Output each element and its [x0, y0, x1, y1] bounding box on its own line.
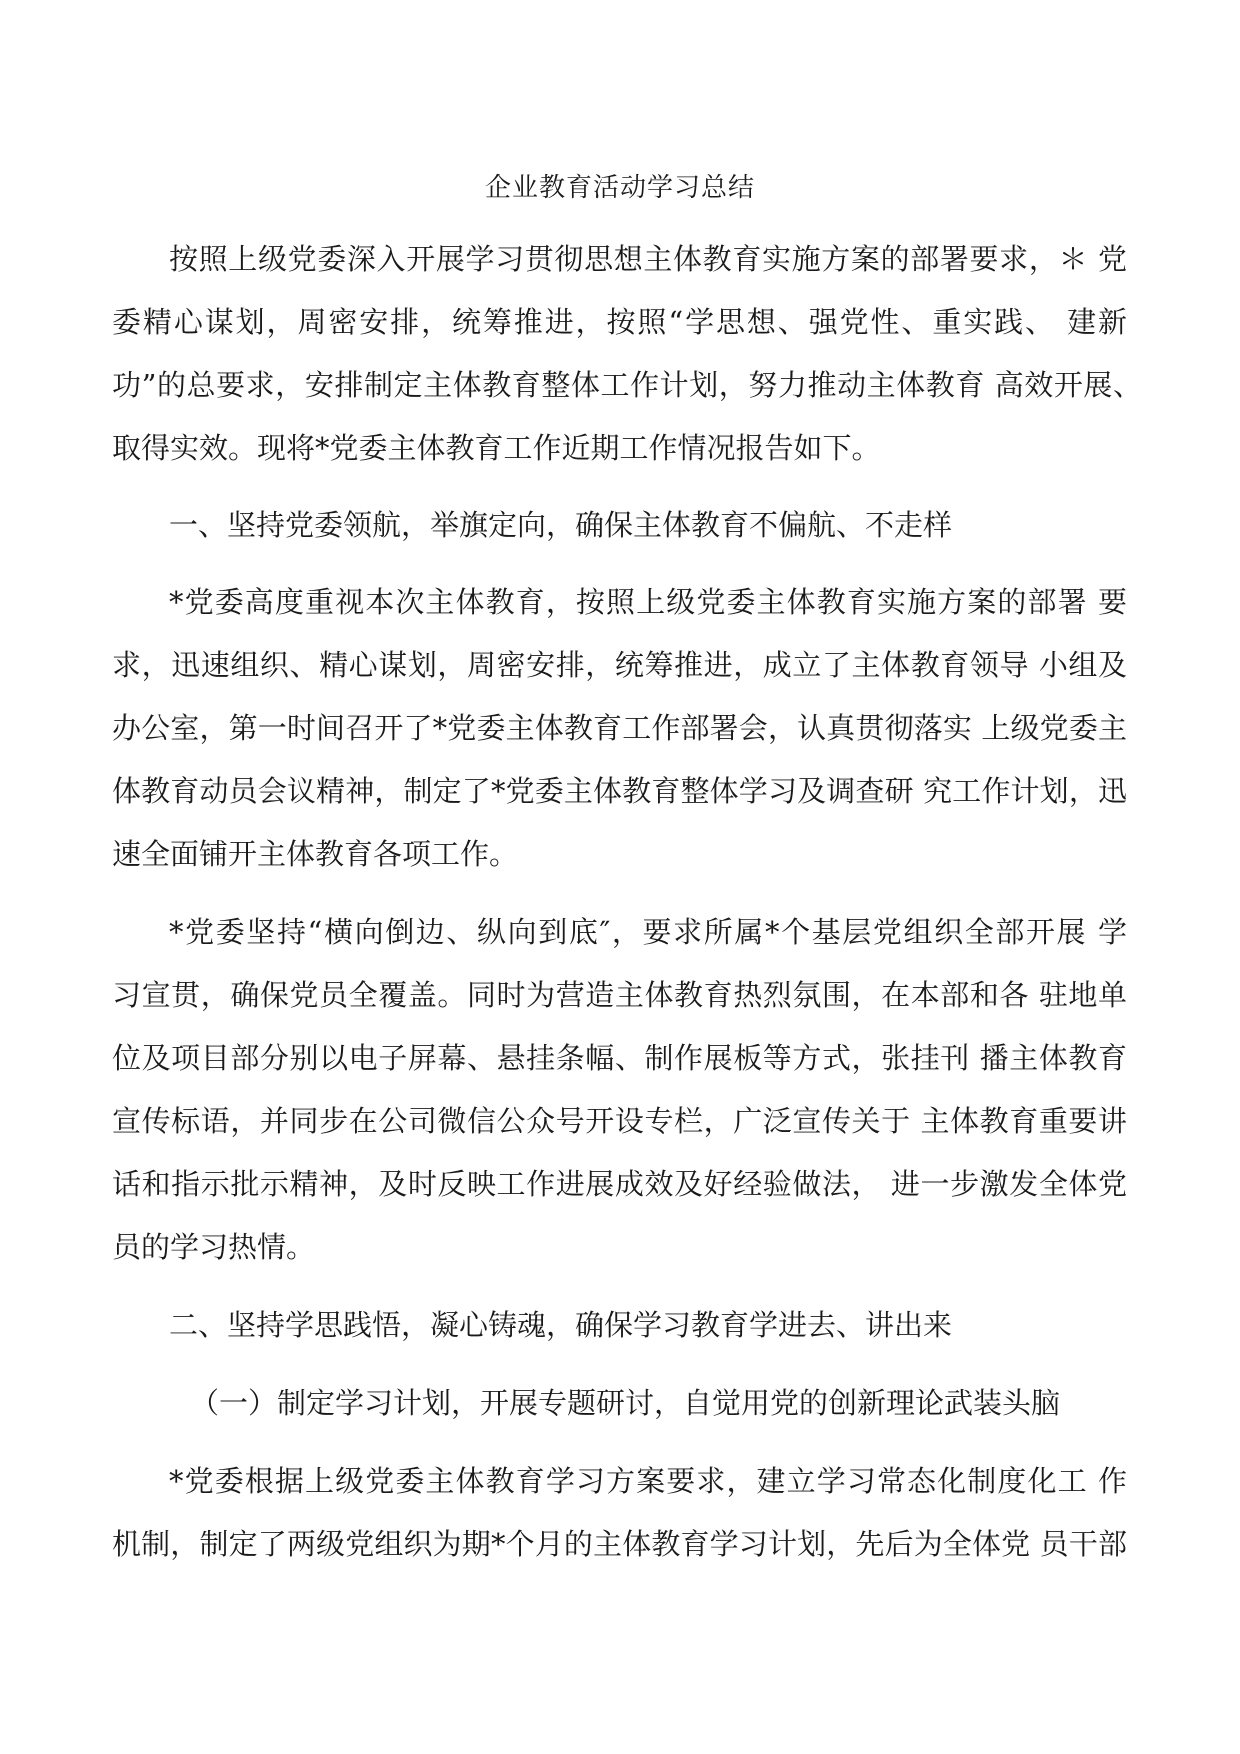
line-text: 办公室，第一时间召开了*党委主体教育工作部署会，认真贯彻落实 上级党委主 — [112, 711, 1127, 745]
heading-text: （一）制定学习计划，开展专题研讨，自觉用党的创新理论武装头脑 — [190, 1386, 1061, 1420]
line-text: 速全面铺开主体教育各项工作。 — [112, 837, 519, 871]
line-text: 习宣贯，确保党员全覆盖。同时为营造主体教育热烈氛围，在本部和各 驻地单 — [112, 978, 1127, 1012]
line-text: 求，迅速组织、精心谋划，周密安排，统筹推进，成立了主体教育领导 小组及 — [112, 648, 1127, 682]
heading-text: 二、坚持学思践悟，凝心铸魂，确保学习教育学进去、讲出来 — [169, 1308, 953, 1342]
line-text: 位及项目部分别以电子屏幕、悬挂条幅、制作展板等方式，张挂刊 播主体教育 — [112, 1041, 1127, 1075]
line-text: 取得实效。现将*党委主体教育工作近期工作情况报告如下。 — [112, 431, 881, 465]
line-text: *党委坚持“横向倒边、纵向到底″，要求所属*个基层党组织全部开展 学 — [169, 915, 1127, 949]
line-text: 体教育动员会议精神，制定了*党委主体教育整体学习及调查研 究工作计划，迅 — [112, 774, 1127, 808]
line-text: *党委根据上级党委主体教育学习方案要求，建立学习常态化制度化工 作 — [169, 1464, 1127, 1498]
line-text: 功”的总要求，安排制定主体教育整体工作计划，努力推动主体教育 高效开展、 — [112, 368, 1142, 402]
document-title: 企业教育活动学习总结 — [484, 173, 755, 203]
line-text: *党委高度重视本次主体教育，按照上级党委主体教育实施方案的部署 要 — [169, 585, 1127, 619]
heading-text: 一、坚持党委领航，举旗定向，确保主体教育不偏航、不走样 — [169, 508, 953, 542]
line-text: 委精心谋划，周密安排，统筹推进，按照“学思想、强党性、重实践、 建新 — [112, 305, 1127, 339]
line-text: 宣传标语，并同步在公司微信公众号开设专栏，广泛宣传关于 主体教育重要讲 — [112, 1104, 1127, 1138]
line-text: 员的学习热情。 — [112, 1230, 316, 1264]
line-text: 话和指示批示精神，及时反映工作进展成效及好经验做法， 进一步激发全体党 — [112, 1167, 1127, 1201]
line-text: 机制，制定了两级党组织为期*个月的主体教育学习计划，先后为全体党 员干部 — [112, 1527, 1127, 1561]
line-text: 按照上级党委深入开展学习贯彻思想主体教育实施方案的部署要求，＊ 党 — [169, 242, 1127, 276]
